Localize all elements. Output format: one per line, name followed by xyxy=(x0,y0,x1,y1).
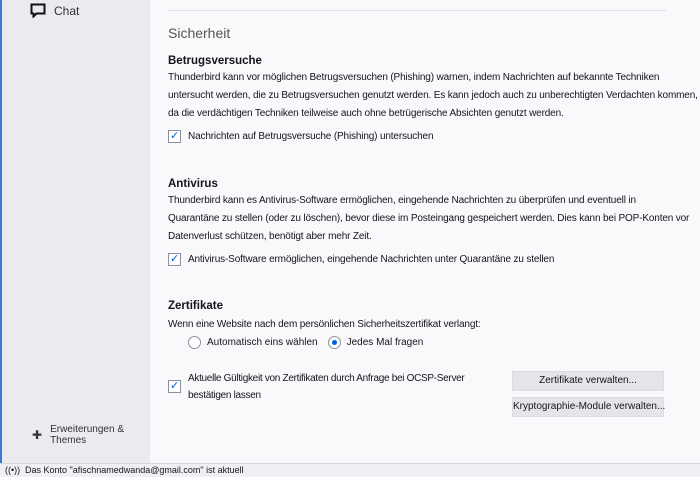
antivirus-heading: Antivirus xyxy=(168,178,218,190)
manage-crypto-modules-button[interactable]: Kryptographie-Module verwalten... xyxy=(512,397,664,417)
antivirus-description xyxy=(168,192,689,246)
manage-certificates-button[interactable]: Zertifikate verwalten... xyxy=(512,371,664,391)
radio-icon[interactable] xyxy=(188,336,201,349)
status-text: Das Konto "afischnamedwanda@gmail.com" ist aktuell xyxy=(25,465,244,475)
sidebar-item-addons[interactable] xyxy=(32,424,150,446)
phishing-description xyxy=(168,69,698,123)
sidebar-item-chat[interactable] xyxy=(30,3,79,18)
phishing-checkbox[interactable] xyxy=(168,128,433,146)
checkbox-label: Antivirus-Software ermöglichen, eingehende Nachrichten unter Quarantäne zu stellen xyxy=(188,254,555,265)
certificates-prompt: Wenn eine Website nach dem persönlichen Sicherheitszertifikat verlangt: xyxy=(168,319,481,330)
text-line: Thunderbird kann es Antivirus-Software ermöglichen, eingehende Nachrichten zu überprüfen und eventuell in xyxy=(168,195,636,206)
checkbox-checked-icon[interactable]: ✓ xyxy=(169,253,180,265)
status-bar xyxy=(0,463,700,477)
text-line: untersucht werden, die zu Betrugsversuchen genutzt werden. Es kann jedoch auch zu unberechtigten Verdachten kommen, xyxy=(168,90,698,101)
online-status-icon[interactable]: ((•)) xyxy=(5,465,21,475)
text-line: da die verdächtigen Techniken teilweise auch ohne betrügerische Absichten genutzt werden. xyxy=(168,108,564,119)
radio-label: Automatisch eins wählen xyxy=(207,337,318,349)
page-title: Sicherheit xyxy=(168,25,231,41)
radio-label: Jedes Mal fragen xyxy=(346,337,424,349)
checkbox-label: Nachrichten auf Betrugsversuche (Phishing) untersuchen xyxy=(188,131,434,142)
antivirus-checkbox[interactable] xyxy=(168,251,554,269)
puzzle-icon: ✚ xyxy=(32,428,43,442)
text-line: Datenverlust schützen, benötigt aber mehr Zeit. xyxy=(168,231,372,242)
checkbox-label xyxy=(188,370,464,404)
sidebar-item-label: Erweiterungen & Themes xyxy=(50,424,124,446)
radio-selected-icon[interactable] xyxy=(328,336,341,349)
text-line: Aktuelle Gültigkeit von Zertifikaten durch Anfrage bei OCSP-Server xyxy=(188,373,465,384)
phishing-heading: Betrugsversuche xyxy=(168,55,262,67)
ocsp-checkbox[interactable] xyxy=(168,370,464,404)
divider xyxy=(168,10,666,11)
sidebar-item-label: Chat xyxy=(54,3,80,18)
chat-icon xyxy=(30,3,46,18)
sidebar xyxy=(0,0,150,463)
settings-pane xyxy=(150,0,700,463)
certificates-heading: Zertifikate xyxy=(168,300,223,312)
checkbox-checked-icon[interactable]: ✓ xyxy=(169,130,180,142)
text-line: Quarantäne zu stellen (oder zu löschen), bevor diese im Posteingang gespeichert werden. Dies kann bei POP-Konten vor xyxy=(168,213,690,224)
radio-auto[interactable] xyxy=(188,336,318,349)
certificate-radio-group xyxy=(188,336,423,349)
text-line: Thunderbird kann vor möglichen Betrugsversuchen (Phishing) warnen, indem Nachrichten auf bekannte Techniken xyxy=(168,72,660,83)
checkbox-checked-icon[interactable]: ✓ xyxy=(168,380,181,393)
radio-ask[interactable] xyxy=(328,336,424,349)
text-line: bestätigen lassen xyxy=(188,390,261,401)
